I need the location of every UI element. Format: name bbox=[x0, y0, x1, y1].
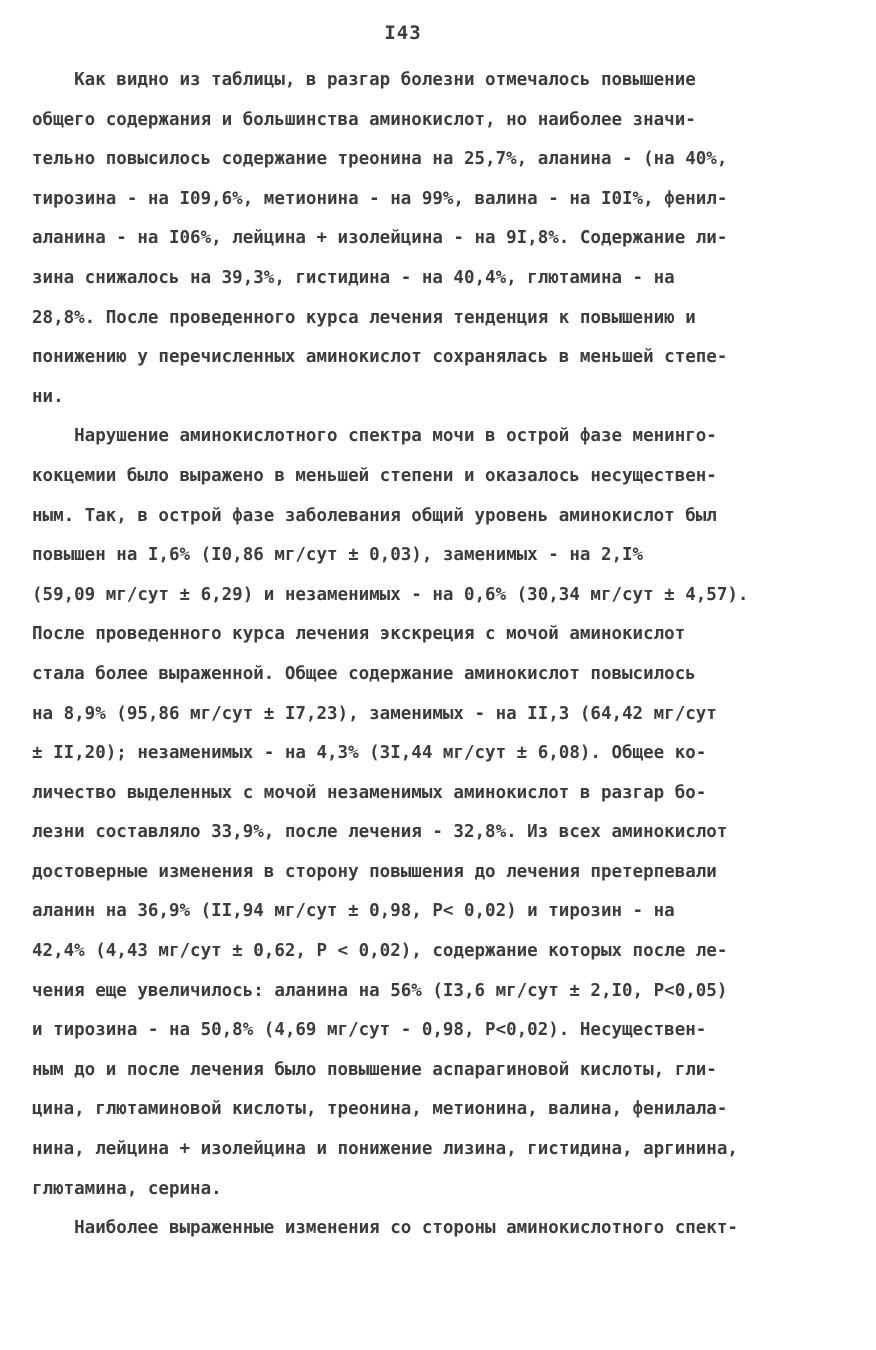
text-line-9: ни. bbox=[32, 386, 64, 407]
text-line-18: ± II,20); незаменимых - на 4,3% (3I,44 мг/сут ± 6,08). Общее ко- bbox=[32, 743, 707, 764]
text-line-27: цина, глютаминовой кислоты, треонина, метионина, валина, фенилала- bbox=[32, 1099, 728, 1120]
text-line-24: чения еще увеличилось: аланина на 56% (I3,6 мг/сут ± 2,I0, P<0,05) bbox=[32, 980, 728, 1001]
text-line-11: кокцемии было выражено в меньшей степени и оказалось несуществен- bbox=[32, 465, 717, 486]
body-text bbox=[32, 61, 847, 1249]
text-line-4: тирозина - на I09,6%, метионина - на 99%, валина - на I0I%, фенил- bbox=[32, 188, 728, 209]
text-line-8: понижению у перечисленных аминокислот сохранялась в меньшей степе- bbox=[32, 347, 728, 368]
text-line-6: зина снижалось на 39,3%, гистидина - на 40,4%, глютамина - на bbox=[32, 267, 675, 288]
text-line-12: ным. Так, в острой фазе заболевания общий уровень аминокислот был bbox=[32, 505, 717, 526]
text-line-7: 28,8%. После проведенного курса лечения тенденция к повышению и bbox=[32, 307, 696, 328]
text-line-19: личество выделенных с мочой незаменимых аминокислот в разгар бо- bbox=[32, 782, 707, 803]
text-line-13: повышен на I,6% (I0,86 мг/сут ± 0,03), заменимых - на 2,I% bbox=[32, 545, 644, 566]
text-line-3: тельно повысилось содержание треонина на 25,7%, аланина - (на 40%, bbox=[32, 149, 728, 170]
text-line-23: 42,4% (4,43 мг/сут ± 0,62, P < 0,02), содержание которых после ле- bbox=[32, 941, 728, 962]
text-line-14: (59,09 мг/сут ± 6,29) и незаменимых - на 0,6% (30,34 мг/сут ± 4,57). bbox=[32, 584, 749, 605]
page-number: I43 bbox=[384, 22, 422, 44]
text-line-28: нина, лейцина + изолейцина и понижение лизина, гистидина, аргинина, bbox=[32, 1139, 738, 1160]
text-line-21: достоверные изменения в сторону повышения до лечения претерпевали bbox=[32, 861, 717, 882]
text-line-29: глютамина, серина. bbox=[32, 1178, 222, 1199]
text-line-25: и тирозина - на 50,8% (4,69 мг/сут - 0,98, P<0,02). Несуществен- bbox=[32, 1020, 707, 1041]
text-line-1: Как видно из таблицы, в разгар болезни отмечалось повышение bbox=[32, 70, 696, 90]
text-line-5: аланина - на I06%, лейцина + изолейцина - на 9I,8%. Содержание ли- bbox=[32, 228, 728, 249]
text-line-26: ным до и после лечения было повышение аспарагиновой кислоты, гли- bbox=[32, 1059, 717, 1080]
text-line-30: Наиболее выраженные изменения со стороны аминокислотного спект- bbox=[32, 1218, 738, 1239]
text-line-17: на 8,9% (95,86 мг/сут ± I7,23), заменимых - на II,3 (64,42 мг/сут bbox=[32, 703, 717, 724]
text-line-16: стала более выраженной. Общее содержание аминокислот повысилось bbox=[32, 663, 696, 684]
text-line-22: аланин на 36,9% (II,94 мг/сут ± 0,98, P< 0,02) и тирозин - на bbox=[32, 901, 675, 922]
text-line-15: После проведенного курса лечения экскреция с мочой аминокислот bbox=[32, 624, 686, 645]
text-line-20: лезни составляло 33,9%, после лечения - 32,8%. Из всех аминокислот bbox=[32, 822, 728, 843]
text-line-2: общего содержания и большинства аминокислот, но наиболее значи- bbox=[32, 109, 696, 130]
text-line-10: Нарушение аминокислотного спектра мочи в острой фазе менинго- bbox=[32, 426, 717, 447]
